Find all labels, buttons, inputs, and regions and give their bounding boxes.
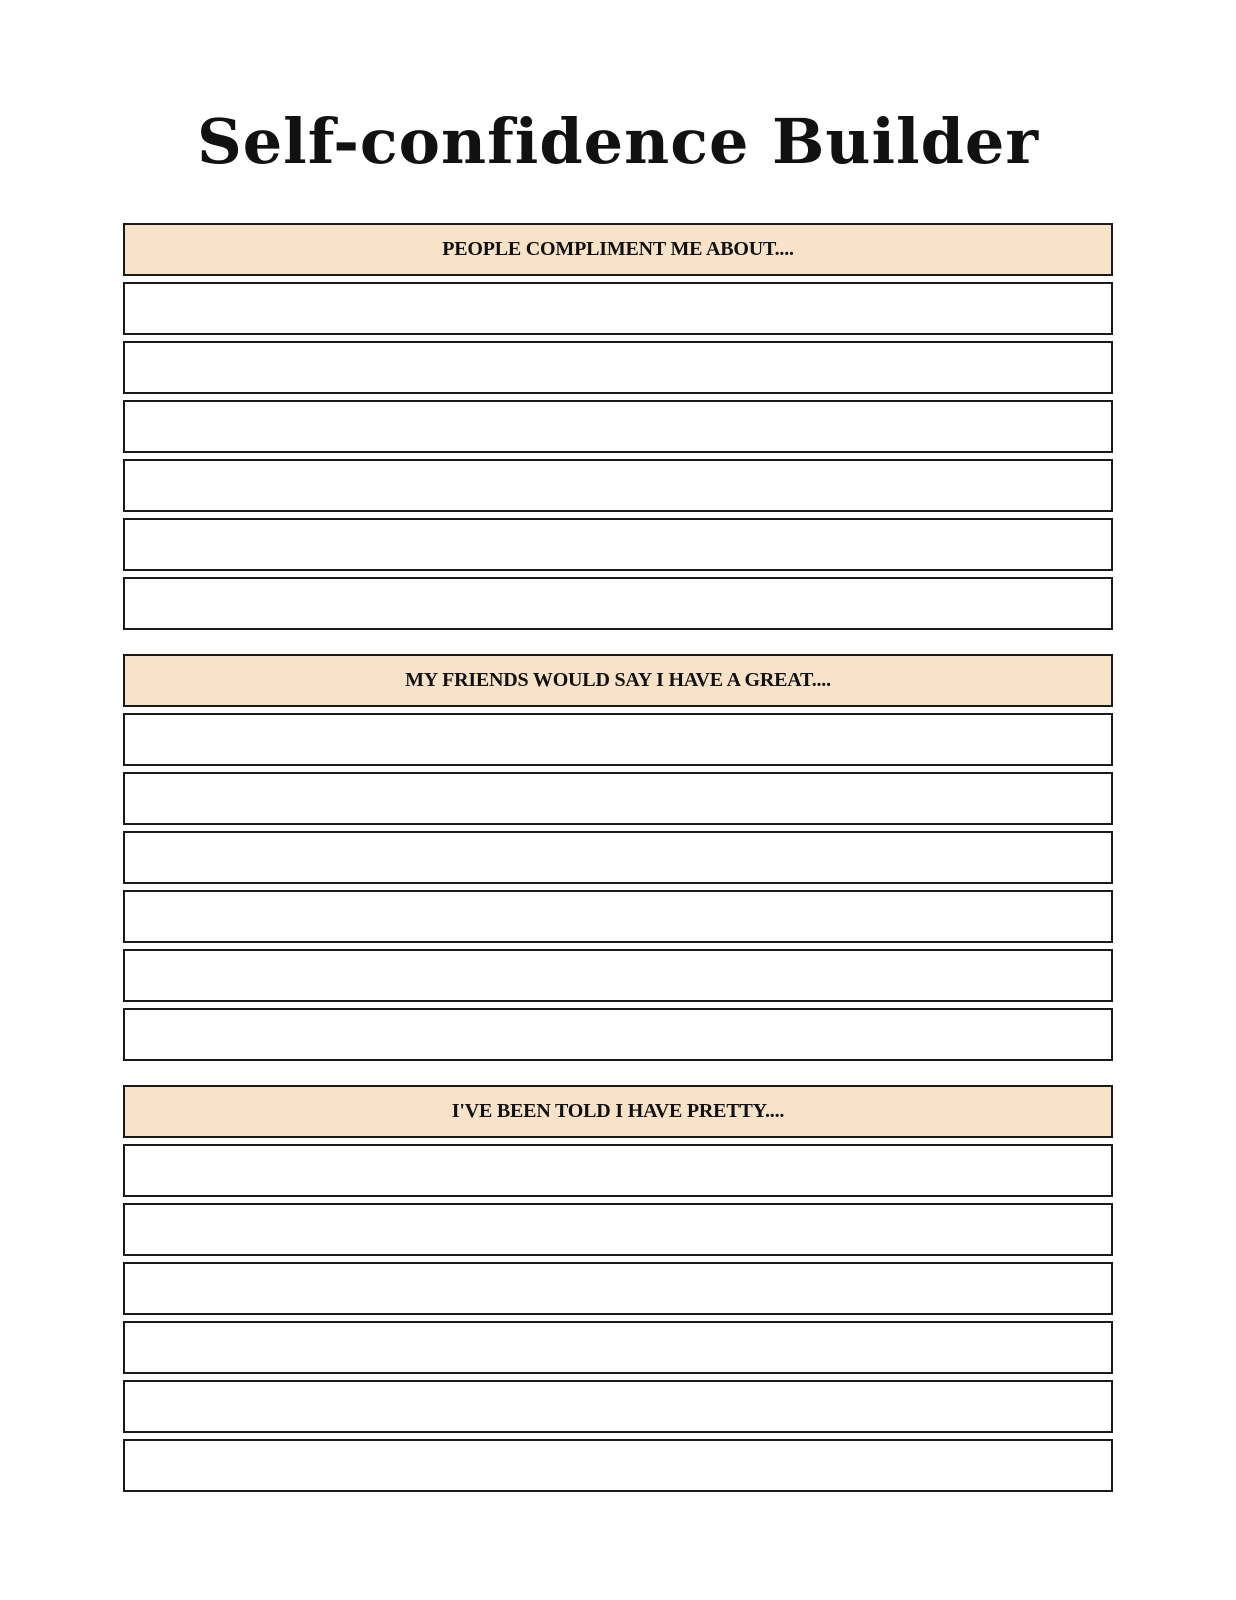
section-compliments [123,223,1113,630]
writing-line[interactable] [123,772,1113,825]
writing-line[interactable] [123,400,1113,453]
writing-line[interactable] [123,1144,1113,1197]
writing-line[interactable] [123,890,1113,943]
section-pretty [123,1085,1113,1492]
writing-line[interactable] [123,1321,1113,1374]
section-header: MY FRIENDS WOULD SAY I HAVE A GREAT.... [123,654,1113,707]
writing-line[interactable] [123,282,1113,335]
writing-line[interactable] [123,831,1113,884]
writing-line[interactable] [123,577,1113,630]
section-friends [123,654,1113,1061]
writing-line[interactable] [123,1203,1113,1256]
writing-line[interactable] [123,1008,1113,1061]
writing-line[interactable] [123,949,1113,1002]
writing-line[interactable] [123,713,1113,766]
writing-line[interactable] [123,341,1113,394]
writing-line[interactable] [123,1262,1113,1315]
writing-line[interactable] [123,1380,1113,1433]
section-header: PEOPLE COMPLIMENT ME ABOUT.... [123,223,1113,276]
writing-line[interactable] [123,518,1113,571]
writing-line[interactable] [123,459,1113,512]
page-title: Self-confidence Builder [196,105,1040,178]
writing-line[interactable] [123,1439,1113,1492]
section-header: I'VE BEEN TOLD I HAVE PRETTY.... [123,1085,1113,1138]
